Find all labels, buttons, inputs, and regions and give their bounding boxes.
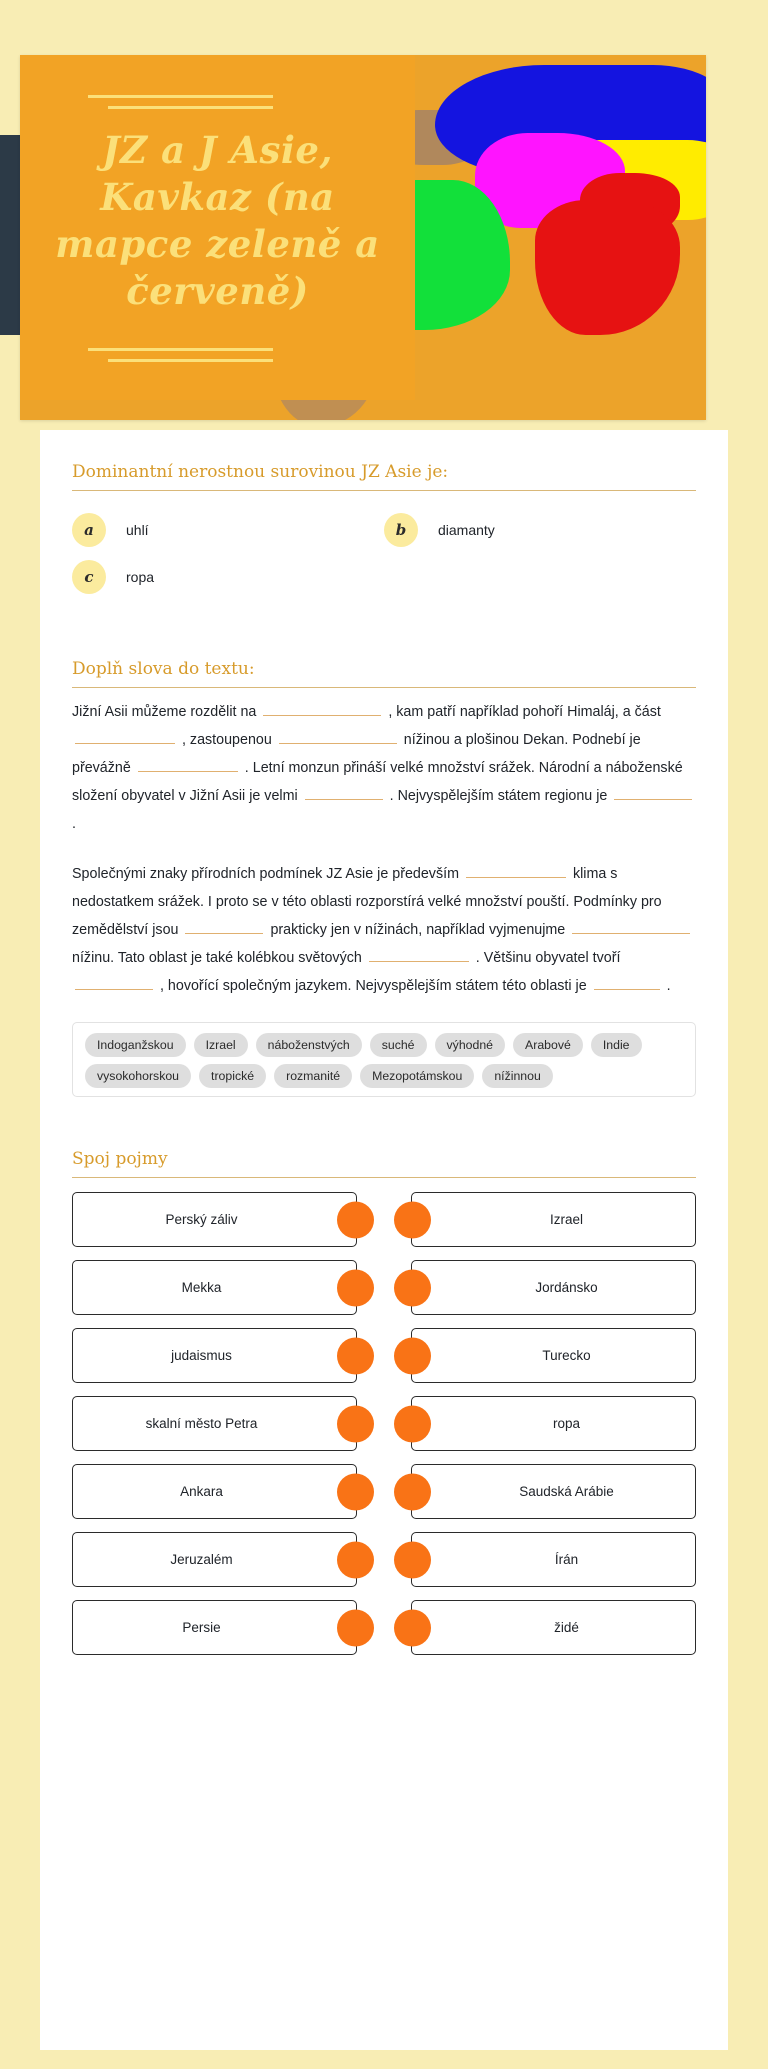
- answer-option-b[interactable]: [384, 513, 696, 547]
- cloze-text: nížinu. Tato oblast je také kolébkou světových: [72, 950, 362, 966]
- match-right-item[interactable]: [411, 1600, 696, 1655]
- match-right-label: Saudská Arábie: [519, 1484, 614, 1499]
- cloze-text: , hovořící společným jazykem. Nejvyspělejším státem této oblasti je: [159, 978, 587, 994]
- cloze-blank[interactable]: [572, 916, 690, 934]
- match-connector-dot[interactable]: [394, 1541, 431, 1578]
- match-left-label: Ankara: [180, 1484, 223, 1499]
- option-letter-b: b: [384, 513, 418, 547]
- word-bank-chip[interactable]: Mezopotámskou: [360, 1064, 474, 1088]
- cloze-text: . Letní monzun přináší velké množství srážek. Národní a náboženské složení obyvatel v Jižní Asii je velmi: [72, 760, 683, 804]
- match-connector-dot[interactable]: [337, 1337, 374, 1374]
- cloze-text: , kam patří například pohoří Himaláj, a část: [388, 704, 661, 720]
- cloze-blank[interactable]: [594, 972, 660, 990]
- cloze-blank[interactable]: [466, 860, 566, 878]
- cloze-text: .: [72, 816, 76, 832]
- match-right-label: Izrael: [549, 1212, 583, 1227]
- word-bank-chip[interactable]: Arabové: [513, 1033, 583, 1057]
- cloze-body: [72, 698, 696, 1000]
- match-left-label: skalní město Petra: [145, 1416, 258, 1431]
- match-left-item[interactable]: [72, 1260, 357, 1315]
- hero-banner: [0, 0, 768, 430]
- match-connector-dot[interactable]: [394, 1269, 431, 1306]
- match-connector-dot[interactable]: [394, 1201, 431, 1238]
- match-right-item[interactable]: [411, 1192, 696, 1247]
- cloze-blank[interactable]: [75, 972, 153, 990]
- match-row: [72, 1328, 696, 1383]
- match-row: [72, 1532, 696, 1587]
- match-right-item[interactable]: [411, 1260, 696, 1315]
- cloze-blank[interactable]: [185, 916, 263, 934]
- match-connector-dot[interactable]: [394, 1473, 431, 1510]
- hero-rule-bottom-2: [108, 359, 273, 362]
- match-left-item[interactable]: [72, 1532, 357, 1587]
- word-bank-chip[interactable]: Izrael: [194, 1033, 248, 1057]
- cloze-text: .: [666, 978, 671, 994]
- hero-rule-top-1: [88, 95, 273, 98]
- word-bank-chip[interactable]: tropické: [199, 1064, 266, 1088]
- hero-rule-bottom-1: [88, 348, 273, 351]
- hero-rule-top-2: [108, 106, 273, 109]
- cloze-paragraph-2: [72, 860, 696, 1000]
- word-bank-chip[interactable]: výhodné: [435, 1033, 506, 1057]
- match-row: [72, 1192, 696, 1247]
- match-connector-dot[interactable]: [337, 1541, 374, 1578]
- cloze-blank[interactable]: [263, 698, 381, 716]
- match-left-item[interactable]: [72, 1396, 357, 1451]
- cloze-text: . Většinu obyvatel tvoří: [475, 950, 621, 966]
- match-left-item[interactable]: [72, 1328, 357, 1383]
- match-connector-dot[interactable]: [394, 1405, 431, 1442]
- cloze-text: . Nejvyspělejším státem regionu je: [389, 788, 608, 804]
- match-right-label: ropa: [552, 1416, 581, 1431]
- word-bank-chip[interactable]: nížinnou: [482, 1064, 553, 1088]
- match-right-item[interactable]: [411, 1328, 696, 1383]
- question-matching: [72, 1139, 696, 1655]
- word-bank-chip[interactable]: rozmanité: [274, 1064, 352, 1088]
- cloze-blank[interactable]: [614, 782, 692, 800]
- cloze-text: nížinou a plošinou Dekan. Podnebí je převážně: [72, 732, 641, 776]
- match-right-item[interactable]: [411, 1532, 696, 1587]
- word-bank-chip[interactable]: suché: [370, 1033, 427, 1057]
- match-left-item[interactable]: [72, 1192, 357, 1247]
- match-connector-dot[interactable]: [394, 1609, 431, 1646]
- match-row: [72, 1396, 696, 1451]
- section-divider: [72, 490, 696, 491]
- match-title: Spoj pojmy: [72, 1149, 168, 1169]
- match-connector-dot[interactable]: [337, 1609, 374, 1646]
- cloze-text: Společnými znaky přírodních podmínek JZ Asie je především: [72, 866, 459, 882]
- answer-options-list: [72, 499, 696, 607]
- cloze-blank[interactable]: [75, 726, 175, 744]
- match-right-item[interactable]: [411, 1464, 696, 1519]
- match-left-item[interactable]: [72, 1464, 357, 1519]
- match-row: [72, 1464, 696, 1519]
- cloze-text: prakticky jen v nížinách, například vyjmenujme: [270, 922, 566, 938]
- option-label-b: diamanty: [438, 522, 495, 538]
- cloze-text: , zastoupenou: [181, 732, 272, 748]
- question-1-title: Dominantní nerostnou surovinou JZ Asie je:: [72, 462, 449, 482]
- word-bank-chip[interactable]: vysokohorskou: [85, 1064, 191, 1088]
- match-left-label: Jeruzalém: [170, 1552, 233, 1567]
- match-right-label: Írán: [554, 1552, 579, 1567]
- cloze-blank[interactable]: [279, 726, 397, 744]
- option-label-c: ropa: [126, 569, 155, 585]
- option-letter-a: a: [72, 513, 106, 547]
- match-left-label: judaismus: [171, 1348, 232, 1363]
- cloze-text: klima s nedostatkem srážek. I proto se v této oblasti rozporstírá velké množství pouští. Podmínky pro zemědělství jsou: [72, 866, 662, 938]
- match-connector-dot[interactable]: [337, 1269, 374, 1306]
- option-letter-c: c: [72, 560, 106, 594]
- page-title: JZ a J Asie, Kavkaz (na mapce zeleně a červeně): [55, 128, 380, 313]
- word-bank-chip[interactable]: Indoganžskou: [85, 1033, 186, 1057]
- match-connector-dot[interactable]: [394, 1337, 431, 1374]
- match-right-label: židé: [554, 1620, 579, 1635]
- hero-card: [20, 55, 706, 420]
- match-left-label: Persie: [182, 1620, 221, 1635]
- match-connector-dot[interactable]: [337, 1405, 374, 1442]
- match-connector-dot[interactable]: [337, 1473, 374, 1510]
- cloze-title: Doplň slova do textu:: [72, 659, 255, 679]
- word-bank-chip[interactable]: náboženstvých: [256, 1033, 362, 1057]
- map-region-south-asia: [535, 200, 680, 335]
- match-row: [72, 1600, 696, 1655]
- answer-option-a[interactable]: [72, 513, 384, 547]
- match-right-label: Turecko: [542, 1348, 591, 1363]
- section-divider: [72, 1177, 696, 1178]
- question-fill-in-blanks: [72, 649, 696, 1097]
- word-bank: [72, 1022, 696, 1097]
- cloze-blank[interactable]: [369, 944, 469, 962]
- match-left-item[interactable]: [72, 1600, 357, 1655]
- option-label-a: uhlí: [126, 522, 149, 538]
- worksheet-sheet: [40, 430, 728, 2050]
- section-divider: [72, 687, 696, 688]
- match-left-label: Mekka: [181, 1280, 222, 1295]
- match-connector-dot[interactable]: [337, 1201, 374, 1238]
- word-bank-chip[interactable]: Indie: [591, 1033, 642, 1057]
- answer-option-c[interactable]: [72, 560, 384, 594]
- match-row: [72, 1260, 696, 1315]
- hero-title-panel: [20, 55, 415, 400]
- match-left-label: Perský záliv: [165, 1212, 238, 1227]
- cloze-text: Jižní Asii můžeme rozdělit na: [72, 704, 257, 720]
- question-multiple-choice: [72, 452, 696, 607]
- match-right-item[interactable]: [411, 1396, 696, 1451]
- cloze-blank[interactable]: [138, 754, 238, 772]
- match-right-label: Jordánsko: [535, 1280, 598, 1295]
- match-grid: [72, 1192, 696, 1655]
- cloze-blank[interactable]: [305, 782, 383, 800]
- cloze-paragraph-1: [72, 698, 696, 838]
